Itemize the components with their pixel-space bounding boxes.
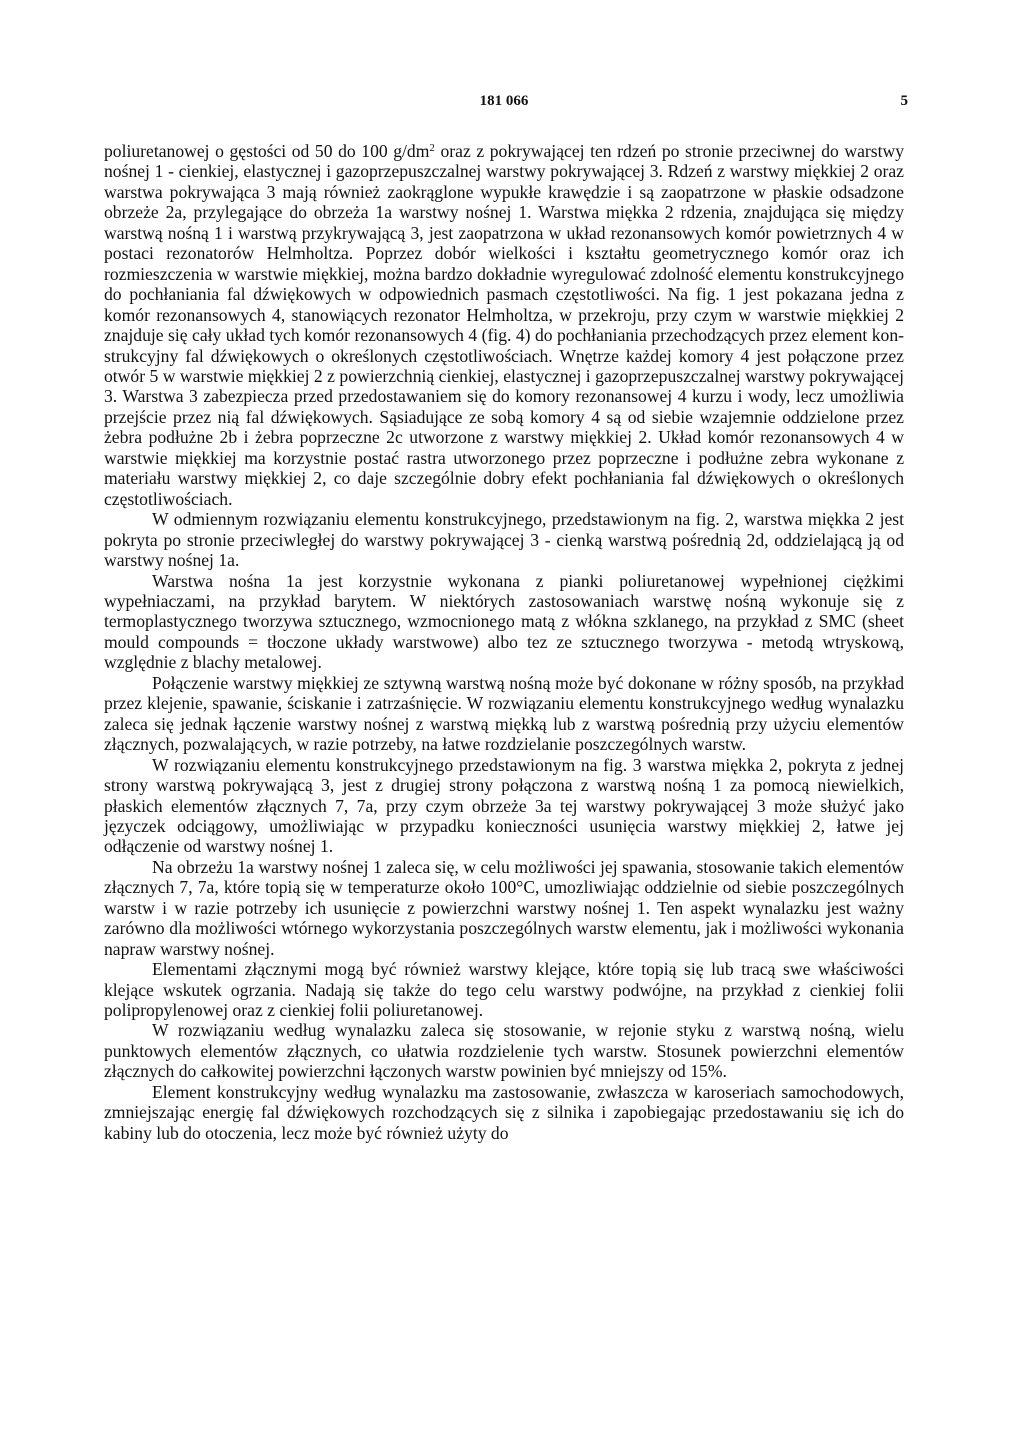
- paragraph: W rozwiązaniu elementu konstrukcyjnego przedstawionym na fig. 3 warstwa miękka 2, pokryta z jednej strony warstwą pokrywającą 3, jest z drugiej strony połączona z warstwą nośną 1 za pomocą niewielkich, płaskich elementów złącznych 7, 7a, przy czym obrzeże 3a tej warstwy pokrywającej 3 może służyć jako języczek odciągowy, umożliwiając w przypadku konieczności usunięcia warstwy miękkiej 2, łatwe jej odłączenie od warstwy nośnej 1.: [104, 754, 904, 857]
- paragraph: poliuretanowej o gęstości od 50 do 100 $g/dm^2$ oraz z pokrywającej ten rdzeń po stronie przeciwnej do warstwy nośnej 1 - cienkiej, elastycznej i gazoprzepuszczalnej warstwy pokrywającej 3. Rdzeń z warstwy miękkiej 2 oraz warstwa pokrywająca 3 mają również zaokrąglone wypukłe krawędzie i są zaopatrzone w płaskie odsadzone obrzeże 2a, przylegające do obrzeża 1a warstwy nośnej 1. Warstwa miękka 2 rdzenia, znajdująca się między warstwą nośną 1 i warstwą przykrywającą 3, jest zaopatrzona w układ rezonansowych komór powietrznych 4 w postaci rezonatorów Helmholtza. Poprzez dobór wielkości i kształtu geometrycznego komór oraz ich rozmieszczenia w warstwie miękkiej, można bardzo dokładnie wyregulować zdolność elementu konstrukcyjnego do pochłaniania fal dźwiękowych w odpowiednich pasmach częstotliwości. Na fig. 1 jest pokazana jedna z komór rezonansowych 4, stanowiących rezonator Helmholtza, w przekroju, przy czym w warstwie miękkiej 2 znajduje się cały układ tych komór rezonansowych 4 (fig. 4) do pochłaniania przechodzących przez element konstrukcyjny fal dźwiękowych o określonych częstotliwościach. Wnętrze każdej komory 4 jest połączone przez otwór 5 w warstwie miękkiej 2 z powierzchnią cienkiej, elastycznej i gazoprzepuszczalnej warstwy pokrywającej 3. Warstwa 3 zabezpiecza przed przedostawaniem się do komory rezonansowej 4 kurzu i wody, lecz umożliwia przejście przez nią fal dźwiękowych. Sąsiadujące ze sobą komory 4 są od siebie wzajemnie oddzielone przez żebra podłużne 2b i żebra poprzeczne 2c utworzone z warstwy miękkiej 2. Układ komór rezonansowych 4 w warstwie miękkiej ma korzystnie postać rastra utworzonego przez poprzeczne i podłużne zebra wykonane z materiału warstwy miękkiej 2, co daje szczególnie dobry efekt pochłaniania fal dźwiękowych o określonych częstotliwościach.: [104, 141, 904, 509]
- paragraph: Elementami złącznymi mogą być również warstwy klejące, które topią się lub tracą swe właściwości klejące wskutek ogrzania. Nadają się także do tego celu warstwy podwójne, na przykład z cienkiej folii polipropylenowej oraz z cienkiej folii poliuretanowej.: [104, 959, 904, 1021]
- paragraph: Na obrzeżu 1a warstwy nośnej 1 zaleca się, w celu możliwości jej spawania, stosowanie takich elementów złącznych 7, 7a, które topią się w temperaturze około 100°C, umozliwiając oddzielnie od siebie poszczególnych warstw i w razie potrzeby ich usunięcie z powierzchni warstwy nośnej 1. Ten aspekt wynalazku jest ważny zarówno dla możliwości wtórnego wykorzystania poszczególnych warstw elementu, jak i możliwości wykonania napraw warstwy nośnej.: [104, 856, 904, 959]
- superscript: 2: [429, 142, 435, 154]
- patent-number: 181 066: [479, 93, 529, 109]
- page-number: 5: [900, 93, 908, 109]
- paragraph: Warstwa nośna 1a jest korzystnie wykonana z pianki poliuretanowej wypełnionej ciężkimi wypełniaczami, na przykład barytem. W niektórych zastosowaniach warstwę nośną wykonuje się z termoplastycznego tworzywa sztucznego, wzmocnionego matą z włókna szklanego, na przykład z SMC (sheet mould compounds = tłoczone układy warstwowe) albo tez ze sztucznego tworzywa - metodą wtryskową, względnie z blachy metalowej.: [104, 570, 904, 673]
- paragraph: W rozwiązaniu według wynalazku zaleca się stosowanie, w rejonie styku z warstwą nośną, wielu punktowych elementów złącznych, co ułatwia rozdzielenie tych warstw. Stosunek powierzchni elementów złącznych do całkowitej powierzchni łączonych warstw powinien być mniejszy od 15%.: [104, 1020, 904, 1082]
- page-header: [104, 93, 908, 117]
- paragraph: W odmiennym rozwiązaniu elementu konstrukcyjnego, przedstawionym na fig. 2, warstwa miękka 2 jest pokryta po stronie przeciwległej do warstwy pokrywającej 3 - cienką warstwą pośrednią 2d, oddzielającą ją od warstwy nośnej 1a.: [104, 509, 904, 571]
- paragraph: Połączenie warstwy miękkiej ze sztywną warstwą nośną może być dokonane w różny sposób, na przykład przez klejenie, spawanie, ściskanie i zatrzaśnięcie. W rozwiązaniu elementu konstrukcyjnego według wynalazku zaleca się jednak łączenie warstwy nośnej z warstwą miękką lub z warstwą pośrednią przy użyciu elementów złącznych, pozwalających, w razie potrzeby, na łatwe rozdzielanie poszczególnych warstw.: [104, 672, 904, 755]
- body-text: [104, 141, 904, 1143]
- paragraph: Element konstrukcyjny według wynalazku ma zastosowanie, zwłaszcza w karoseriach samochodowych, zmniejszając energię fal dźwiękowych rozchodzących się z silnika i zapobiegając przedostawaniu się ich do kabiny lub do otoczenia, lecz może być również użyty do: [104, 1081, 904, 1143]
